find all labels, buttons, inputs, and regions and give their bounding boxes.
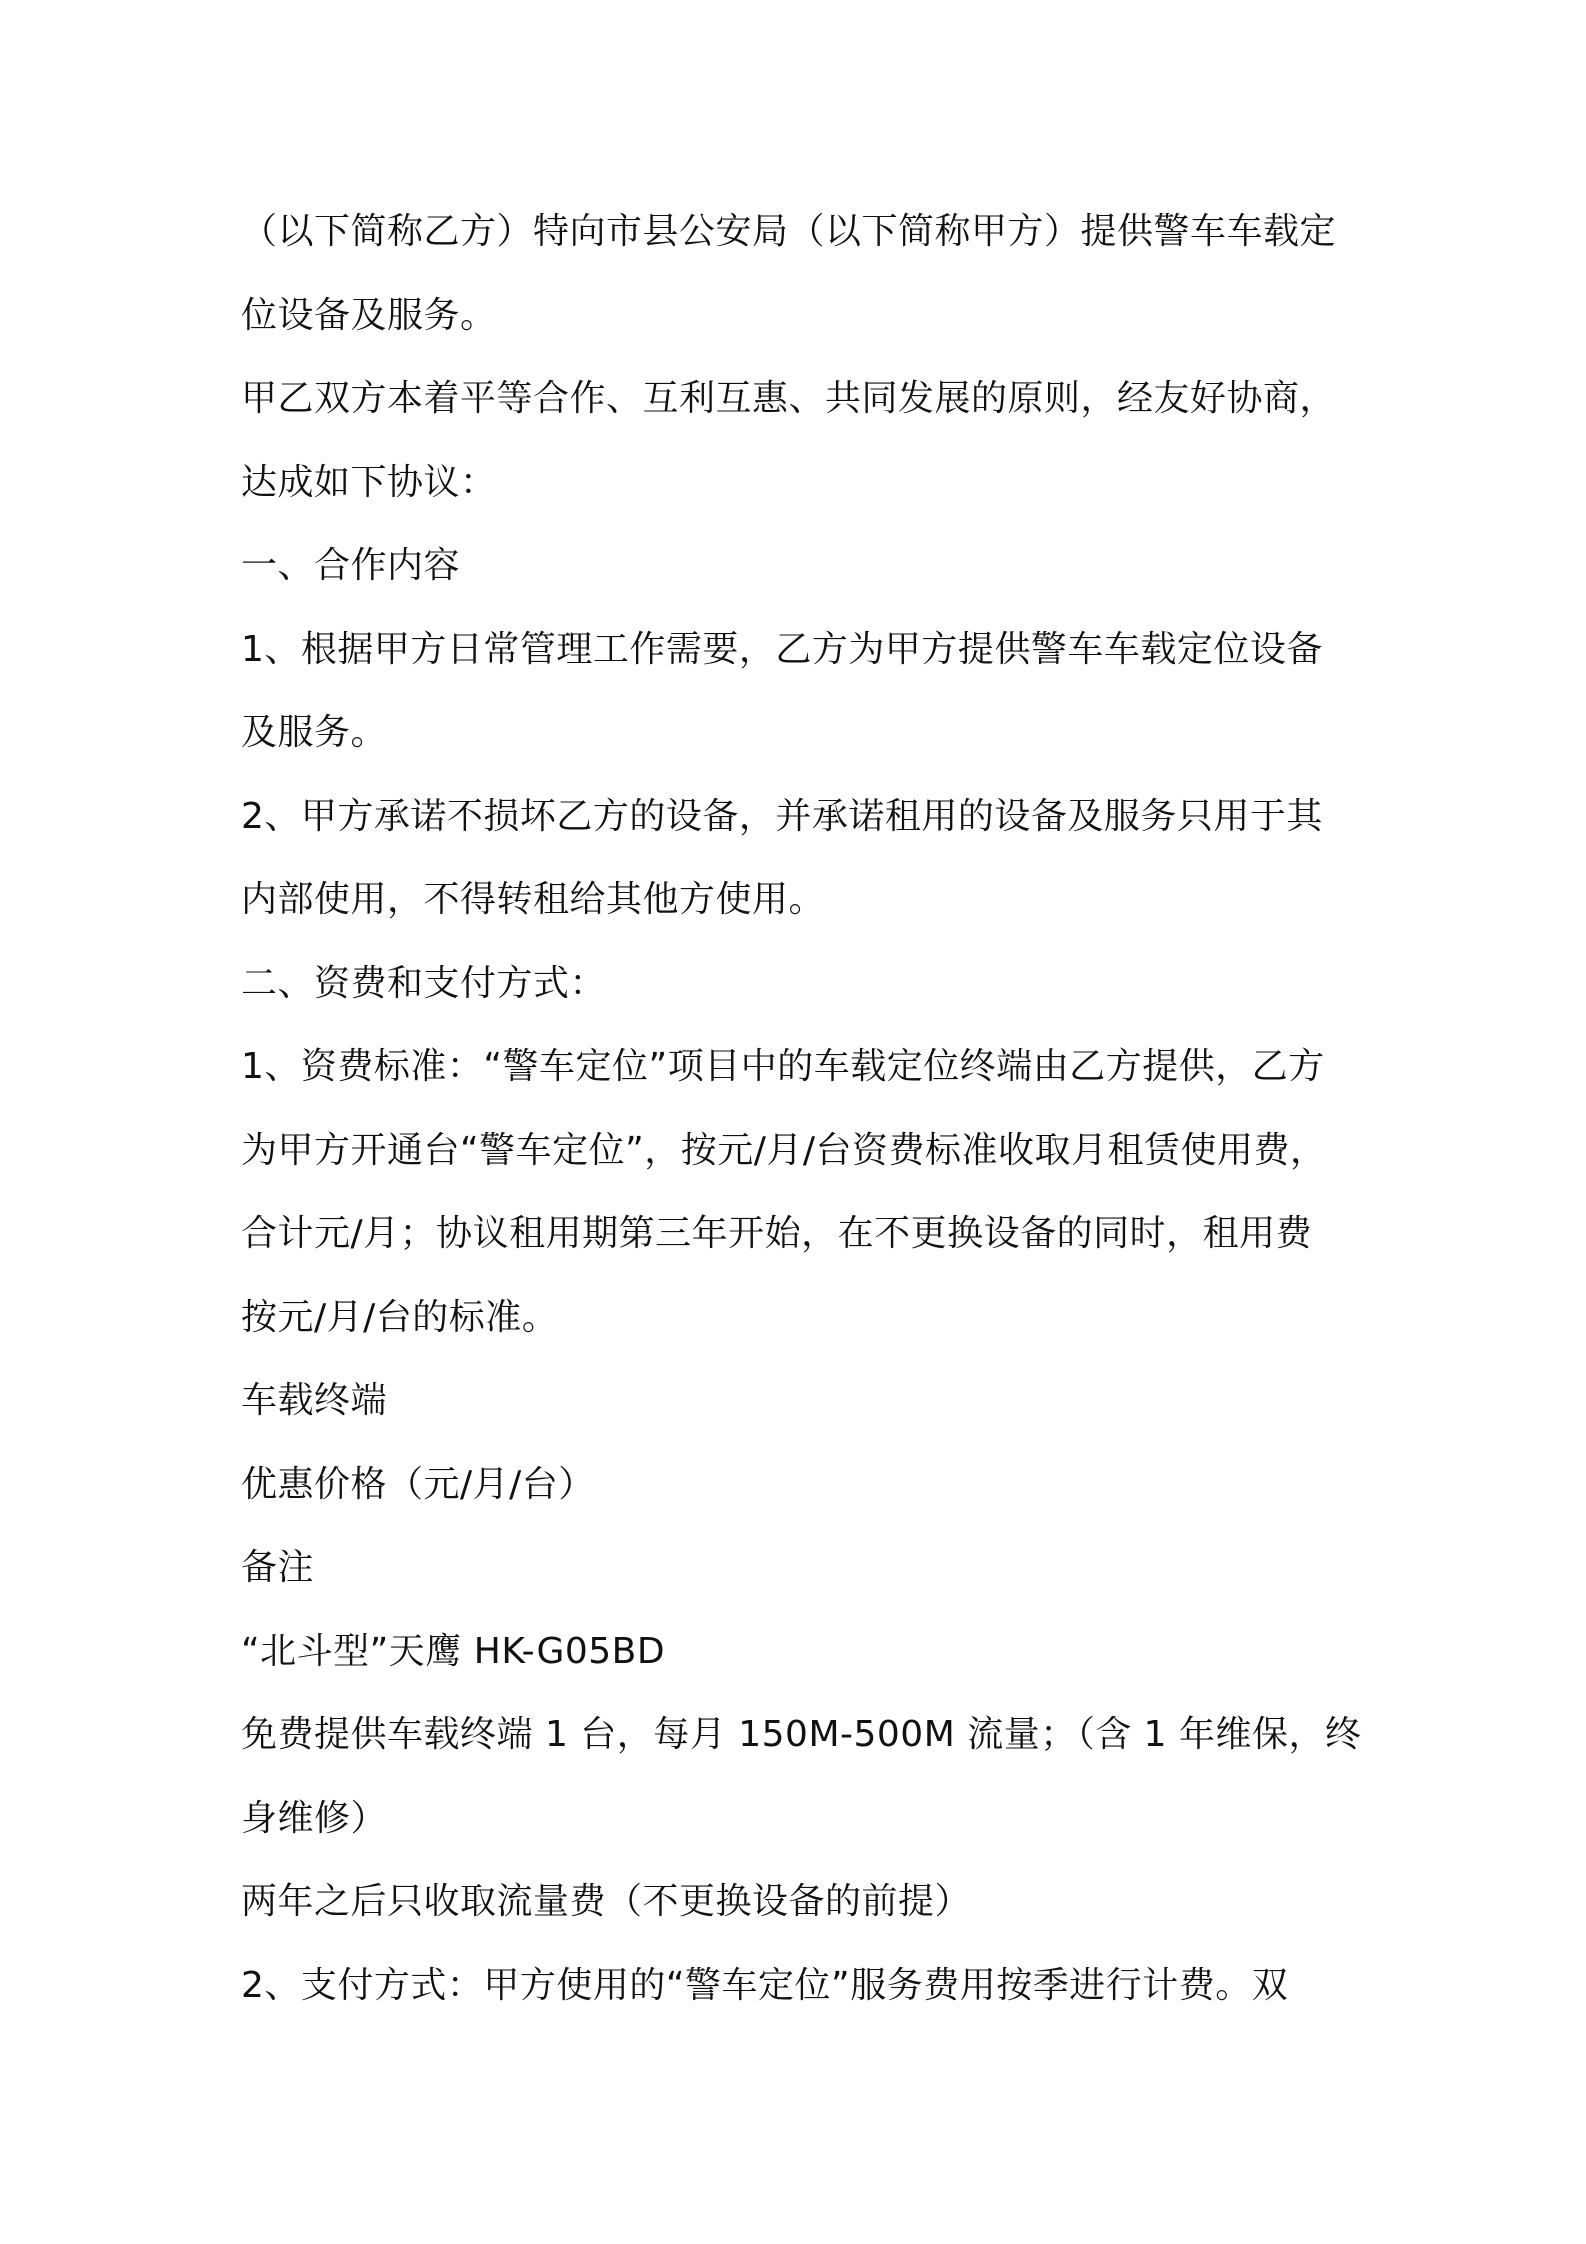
table-header-price: 优惠价格（元/月/台） — [241, 1463, 595, 1505]
paragraph-line: 内部使用，不得转租给其他方使用。 — [241, 879, 826, 920]
paragraph-line: 为甲方开通台“警车定位”，按元/月/台资费标准收取月租赁使用费， — [241, 1129, 1327, 1171]
paragraph-line: 2、支付方式：甲方使用的“警车定位”服务费用按季进行计费。双 — [241, 1964, 1289, 2006]
paragraph-line: 1、根据甲方日常管理工作需要，乙方为甲方提供警车车载定位设备 — [241, 628, 1323, 670]
table-cell-note: 两年之后只收取流量费（不更换设备的前提） — [241, 1881, 972, 1922]
table-header-remarks: 备注 — [241, 1547, 315, 1588]
paragraph-line: 按元/月/台的标准。 — [241, 1296, 559, 1338]
table-cell-offer-cont: 身维修） — [241, 1797, 388, 1839]
table-header-terminal: 车载终端 — [241, 1380, 388, 1421]
table-cell-model: “北斗型”天鹰 HK-G05BD — [241, 1630, 666, 1672]
paragraph-line: 位设备及服务。 — [241, 294, 497, 336]
paragraph-line: （以下简称乙方）特向市县公安局（以下简称甲方）提供警车车载定 — [241, 211, 1337, 252]
paragraph-line: 2、甲方承诺不损坏乙方的设备，并承诺租用的设备及服务只用于其 — [241, 795, 1323, 837]
paragraph-line: 1、资费标准：“警车定位”项目中的车载定位终端由乙方提供，乙方 — [241, 1046, 1325, 1087]
paragraph-line: 达成如下协议： — [241, 461, 497, 503]
paragraph-line: 合计元/月；协议租用期第三年开始，在不更换设备的同时，租用费 — [241, 1213, 1313, 1254]
table-cell-offer: 免费提供车载终端 1 台，每月 150M-500M 流量；（含 1 年维保，终 — [241, 1714, 1362, 1755]
section-heading: 二、资费和支付方式： — [241, 962, 607, 1004]
document-body — [241, 190, 1371, 2027]
section-heading: 一、合作内容 — [241, 545, 461, 586]
paragraph-line: 甲乙双方本着平等合作、互利互惠、共同发展的原则，经友好协商， — [241, 378, 1337, 419]
paragraph-line: 及服务。 — [241, 712, 388, 753]
